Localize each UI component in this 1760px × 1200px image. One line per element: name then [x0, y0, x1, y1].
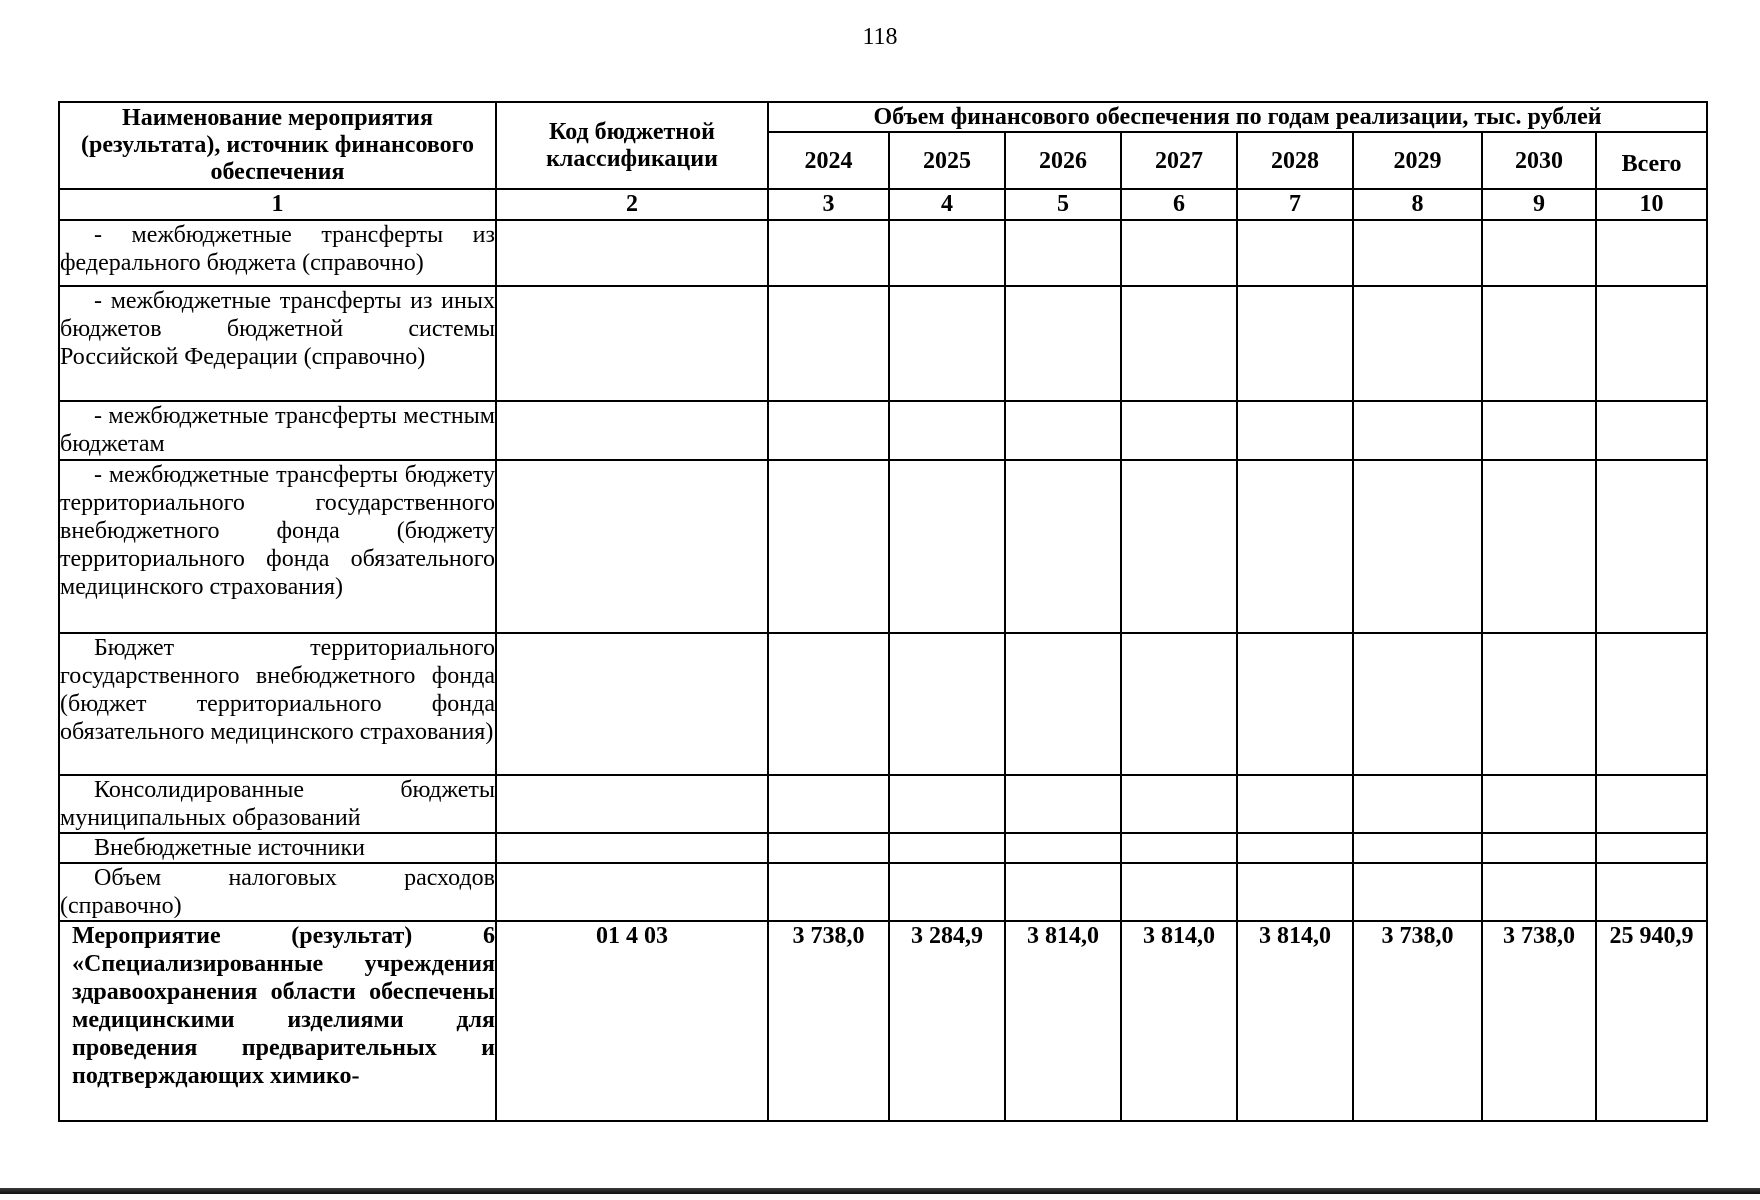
value-cell: [1353, 460, 1482, 633]
budget-table: [58, 101, 1708, 1122]
header-year-2025: 2025: [889, 132, 1005, 189]
value-cell: [1005, 863, 1121, 921]
header-year-2030: 2030: [1482, 132, 1596, 189]
value-cell: [889, 286, 1005, 401]
value-cell: [1353, 401, 1482, 460]
value-cell: [768, 863, 889, 921]
value-cell: [1596, 286, 1707, 401]
code-cell: [496, 460, 768, 633]
row-name: [59, 633, 496, 775]
value-cell-2029: 3 738,0: [1353, 921, 1482, 1121]
value-cell: [1353, 775, 1482, 833]
row-name-text: Мероприятие (результат) 6 «Специализированные учреждения здравоохранения области обеспечены медицинскими изделиями для проведения предварительных и подтверждающих химико-: [72, 923, 495, 1089]
value-cell: [1237, 286, 1353, 401]
value-cell: [1482, 401, 1596, 460]
header-name-column: Наименование мероприятия (результата), источник финансового обеспечения: [59, 102, 496, 189]
column-number: 4: [889, 189, 1005, 220]
row-name-text: - межбюджетные трансферты местным бюджетам: [60, 403, 495, 457]
header-volume-column: Объем финансового обеспечения по годам реализации, тыс. рублей: [768, 102, 1707, 132]
column-number: 10: [1596, 189, 1707, 220]
code-cell: [496, 401, 768, 460]
value-cell: [1121, 401, 1237, 460]
value-cell: [1596, 775, 1707, 833]
column-numbers-row: [59, 189, 1707, 220]
row-name-text: Внебюджетные источники: [94, 835, 365, 861]
value-cell: [889, 460, 1005, 633]
value-cell: [1121, 220, 1237, 286]
row-name: [59, 921, 496, 1121]
value-cell: [889, 220, 1005, 286]
table-row: [59, 921, 1707, 1121]
code-cell: [496, 833, 768, 863]
value-cell: [1237, 775, 1353, 833]
row-name-text: Объем налоговых расходов (справочно): [60, 865, 495, 919]
column-number: 1: [59, 189, 496, 220]
value-cell-2030: 3 738,0: [1482, 921, 1596, 1121]
value-cell: [768, 220, 889, 286]
row-name: [59, 863, 496, 921]
value-cell: [1237, 863, 1353, 921]
value-cell: [1237, 401, 1353, 460]
value-cell: [768, 633, 889, 775]
header-code-column: Код бюджетной классификации: [496, 102, 768, 189]
code-cell: 01 4 03: [496, 921, 768, 1121]
value-cell: [1237, 220, 1353, 286]
row-name-text: - межбюджетные трансферты из иных бюджетов бюджетной системы Российской Федерации (справочно): [60, 288, 495, 370]
value-cell: [1482, 775, 1596, 833]
table-row: [59, 633, 1707, 775]
value-cell: [889, 863, 1005, 921]
value-cell-2027: 3 814,0: [1121, 921, 1237, 1121]
value-cell: [1353, 286, 1482, 401]
table-row: [59, 220, 1707, 286]
value-cell-total: 25 940,9: [1596, 921, 1707, 1121]
row-name-text: Бюджет территориального государственного внебюджетного фонда (бюджет территориального фонда обязательного медицинского страхования): [60, 635, 495, 745]
page-bottom-edge: [0, 1188, 1760, 1194]
code-cell: [496, 775, 768, 833]
value-cell: [1596, 863, 1707, 921]
value-cell: [1353, 633, 1482, 775]
value-cell: [768, 286, 889, 401]
table-row: [59, 833, 1707, 863]
column-number: 3: [768, 189, 889, 220]
value-cell: [1353, 220, 1482, 286]
header-year-2029: 2029: [1353, 132, 1482, 189]
table-row: [59, 460, 1707, 633]
row-name-text: Консолидированные бюджеты муниципальных образований: [60, 777, 495, 831]
value-cell: [768, 775, 889, 833]
value-cell: [1005, 833, 1121, 863]
value-cell: [1005, 460, 1121, 633]
column-number: 7: [1237, 189, 1353, 220]
code-cell: [496, 286, 768, 401]
row-name-text: - межбюджетные трансферты бюджету территориального государственного внебюджетного фонда (бюджету территориального фонда обязательного медицинского страхования): [60, 462, 495, 600]
value-cell: [1005, 775, 1121, 833]
value-cell: [1596, 633, 1707, 775]
header-year-2027: 2027: [1121, 132, 1237, 189]
value-cell: [1121, 633, 1237, 775]
column-number: 5: [1005, 189, 1121, 220]
value-cell: [889, 833, 1005, 863]
row-name: [59, 286, 496, 401]
value-cell: [1482, 286, 1596, 401]
value-cell-2026: 3 814,0: [1005, 921, 1121, 1121]
table-row: [59, 286, 1707, 401]
value-cell: [889, 633, 1005, 775]
value-cell: [1482, 863, 1596, 921]
code-cell: [496, 220, 768, 286]
value-cell: [1353, 863, 1482, 921]
value-cell: [1005, 220, 1121, 286]
value-cell: [1005, 633, 1121, 775]
header-year-2024: 2024: [768, 132, 889, 189]
header-total: Всего: [1596, 132, 1707, 189]
row-name: [59, 775, 496, 833]
code-cell: [496, 633, 768, 775]
value-cell: [1353, 833, 1482, 863]
value-cell: [1482, 220, 1596, 286]
value-cell: [1005, 401, 1121, 460]
value-cell: [1596, 220, 1707, 286]
column-number: 6: [1121, 189, 1237, 220]
value-cell: [1237, 833, 1353, 863]
value-cell: [768, 460, 889, 633]
value-cell: [1121, 863, 1237, 921]
row-name: [59, 833, 496, 863]
column-number: 9: [1482, 189, 1596, 220]
table-row: [59, 401, 1707, 460]
value-cell: [1005, 286, 1121, 401]
value-cell: [768, 833, 889, 863]
value-cell: [768, 401, 889, 460]
value-cell: [1121, 775, 1237, 833]
page-number: 118: [862, 24, 898, 50]
value-cell: [1596, 833, 1707, 863]
row-name-text: - межбюджетные трансферты из федерального бюджета (справочно): [60, 222, 495, 276]
value-cell: [889, 775, 1005, 833]
value-cell-2028: 3 814,0: [1237, 921, 1353, 1121]
value-cell: [1482, 833, 1596, 863]
value-cell: [1121, 460, 1237, 633]
value-cell: [1237, 460, 1353, 633]
code-cell: [496, 863, 768, 921]
value-cell: [889, 401, 1005, 460]
value-cell: [1121, 286, 1237, 401]
row-name: [59, 401, 496, 460]
value-cell: [1121, 833, 1237, 863]
value-cell: [1237, 633, 1353, 775]
value-cell-2024: 3 738,0: [768, 921, 889, 1121]
value-cell: [1482, 460, 1596, 633]
value-cell: [1596, 460, 1707, 633]
value-cell-2025: 3 284,9: [889, 921, 1005, 1121]
row-name: [59, 460, 496, 633]
value-cell: [1482, 633, 1596, 775]
table-row: [59, 863, 1707, 921]
header-year-2028: 2028: [1237, 132, 1353, 189]
value-cell: [1596, 401, 1707, 460]
header-year-2026: 2026: [1005, 132, 1121, 189]
table-row: [59, 775, 1707, 833]
column-number: 8: [1353, 189, 1482, 220]
row-name: [59, 220, 496, 286]
column-number: 2: [496, 189, 768, 220]
